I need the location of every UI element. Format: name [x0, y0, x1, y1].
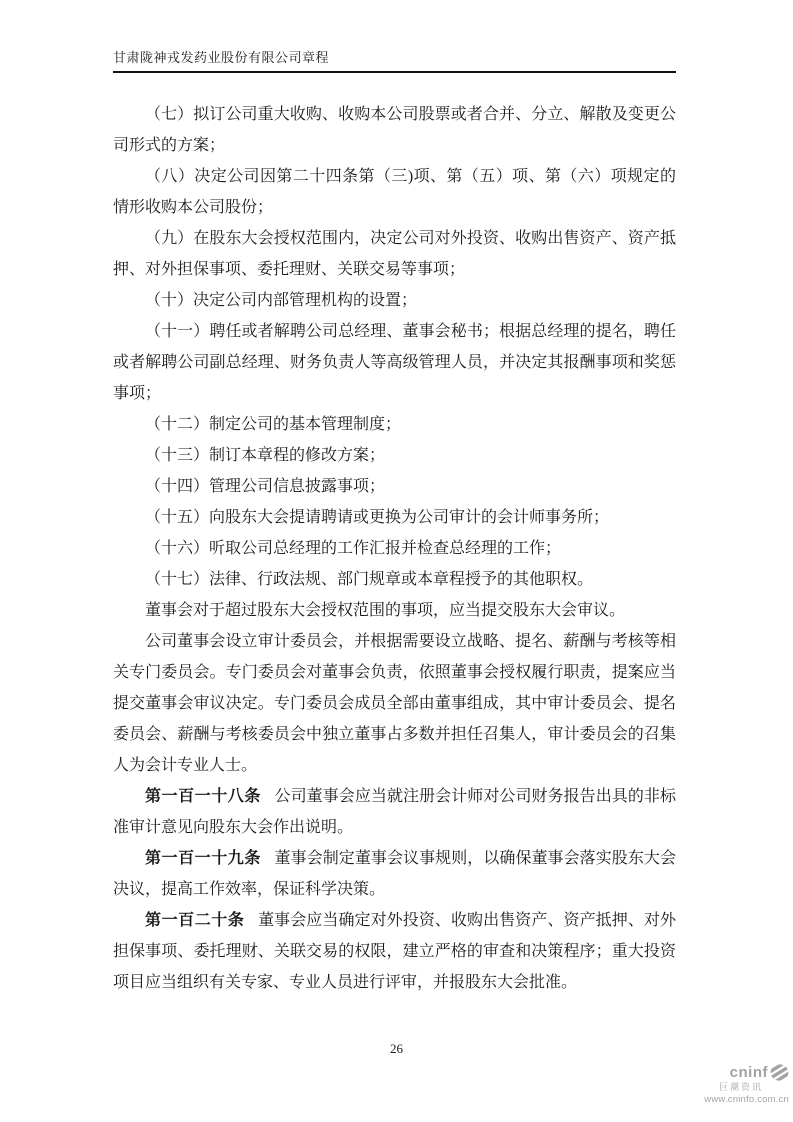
paragraph-text: 董事会应当确定对外投资、收购出售资产、资产抵押、对外担保事项、委托理财、关联交易的权限，建立严格的审查和决策程序；重大投资项目应当组织有关专家、专业人员进行评审，并报股东大会批准。 — [113, 912, 676, 991]
article-number: 第一百一十九条 — [145, 850, 261, 867]
paragraph — [113, 161, 676, 223]
paragraph-text: （八）决定公司因第二十四条第（三)项、第（五）项、第（六）项规定的情形收购本公司股份； — [113, 168, 676, 216]
paragraph-text: （十四）管理公司信息披露事项； — [145, 478, 386, 495]
article-number: 第一百一十八条 — [145, 788, 261, 805]
paragraph — [113, 99, 676, 161]
paragraph — [113, 471, 676, 502]
paragraph-text: 董事会对于超过股东大会授权范围的事项，应当提交股东大会审议。 — [145, 602, 626, 619]
paragraph — [113, 533, 676, 564]
paragraph-text: （十六）听取公司总经理的工作汇报并检查总经理的工作； — [145, 540, 562, 557]
cninfo-chinese-name: 巨潮资讯 — [718, 1082, 763, 1092]
paragraph-text: （十）决定公司内部管理机构的设置； — [145, 292, 418, 309]
paragraph-text: （十二）制定公司的基本管理制度； — [145, 416, 402, 433]
paragraph — [113, 626, 676, 781]
paragraph — [113, 905, 676, 998]
paragraph — [113, 316, 676, 409]
document-body — [113, 99, 676, 998]
paragraph — [113, 440, 676, 471]
paragraph — [113, 285, 676, 316]
cninfo-brand-row — [704, 1064, 789, 1081]
paragraph — [113, 409, 676, 440]
paragraph-text: （九）在股东大会授权范围内，决定公司对外投资、收购出售资产、资产抵押、对外担保事项、委托理财、关联交易等事项； — [113, 230, 676, 278]
page-number: 26 — [390, 1041, 403, 1056]
paragraph-text: （十五）向股东大会提请聘请或更换为公司审计的会计师事务所； — [145, 509, 610, 526]
paragraph — [113, 223, 676, 285]
paragraph — [113, 564, 676, 595]
paragraph — [113, 595, 676, 626]
cninfo-url: www.cninfo.com.cn — [704, 1094, 789, 1105]
paragraph-text: 公司董事会设立审计委员会，并根据需要设立战略、提名、薪酬与考核等相关专门委员会。专门委员会对董事会负责，依照董事会授权履行职责，提案应当提交董事会审议决定。专门委员会成员全部由董事组成，其中审计委员会、提名委员会、薪酬与考核委员会中独立董事占多数并担任召集人，审计委员会的召集人为会计专业人士。 — [113, 633, 676, 774]
document-header-title: 甘肃陇神戎发药业股份有限公司章程 — [113, 50, 330, 65]
paragraph — [113, 502, 676, 533]
paragraph — [113, 781, 676, 843]
paragraph-text: （十一）聘任或者解聘公司总经理、董事会秘书；根据总经理的提名，聘任或者解聘公司副总经理、财务负责人等高级管理人员，并决定其报酬事项和奖惩事项； — [113, 323, 676, 402]
paragraph — [113, 843, 676, 905]
paragraph-text: 公司董事会应当就注册会计师对公司财务报告出具的非标准审计意见向股东大会作出说明。 — [113, 788, 676, 836]
paragraph-text: （十七）法律、行政法规、部门规章或本章程授予的其他职权。 — [145, 571, 594, 588]
cninfo-logo-icon — [770, 1064, 789, 1081]
paragraph-text: （七）拟订公司重大收购、收购本公司股票或者合并、分立、解散及变更公司形式的方案； — [113, 106, 676, 154]
paragraph-text: （十三）制订本章程的修改方案； — [145, 447, 386, 464]
page-header — [113, 49, 676, 73]
paragraph-text: 董事会制定董事会议事规则，以确保董事会落实股东大会决议，提高工作效率，保证科学决策。 — [113, 850, 676, 898]
cninfo-brand-text: cninf — [729, 1063, 768, 1081]
article-number: 第一百二十条 — [145, 912, 245, 929]
cninfo-watermark — [704, 1064, 789, 1105]
